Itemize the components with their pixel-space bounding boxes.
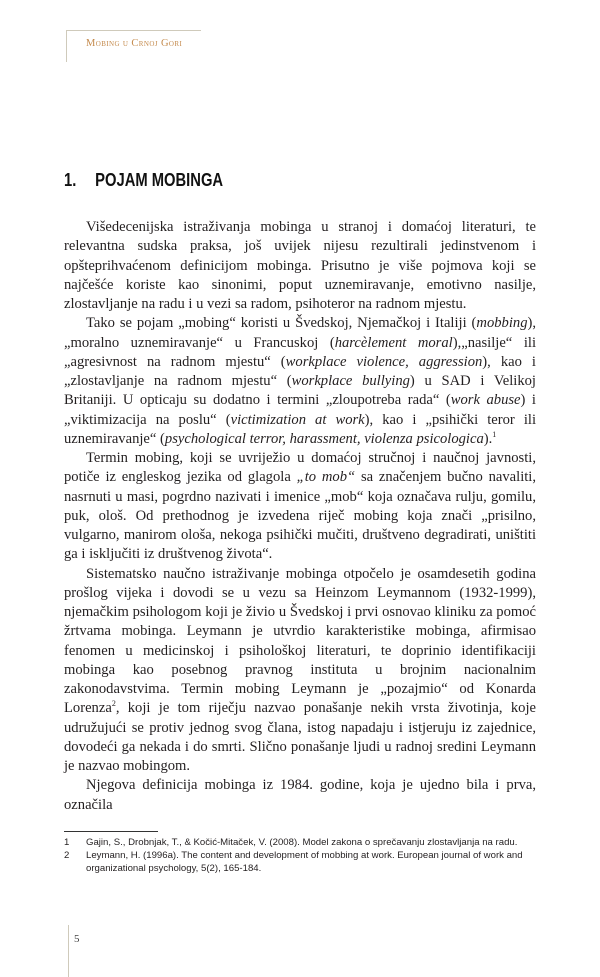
italic-term: workplace violence, aggression	[285, 353, 483, 370]
italic-term: psychological terror, harassment, violenza psicologica	[164, 430, 484, 447]
text: ), „moralno uznemiravanje“ u Francuskoj (	[64, 315, 536, 351]
italic-term: mobbing	[476, 315, 528, 332]
text: Termin mobing, koji se uvriježio u domaćoj stručnoj i naučnoj javnosti, potiče iz engleskog jezika od glagola	[64, 450, 536, 486]
section-heading	[64, 168, 451, 192]
section-number: 1.	[64, 170, 77, 190]
footnote-number: 2	[64, 849, 70, 861]
text: ).	[483, 430, 493, 447]
header-rule-vertical	[66, 30, 67, 62]
italic-term: victimization at work	[230, 411, 365, 428]
page-number: 5	[74, 932, 80, 945]
footer-rule	[68, 925, 536, 977]
italic-term: harcèlement moral	[334, 334, 453, 351]
footnote	[64, 849, 536, 875]
italic-term: work abuse	[450, 392, 521, 409]
body-text	[64, 218, 536, 815]
running-title: Mobing u Crnoj Gori	[86, 38, 183, 49]
paragraph-2	[64, 314, 536, 449]
text: ) i „viktimizacija na poslu“ (	[64, 392, 536, 428]
paragraph-5: Njegova definicija mobinga iz 1984. godine, koja je ujedno bila i prva, označila	[64, 777, 536, 813]
paragraph-1: Višedecenijska istraživanja mobinga u stranoj i domaćoj literaturi, te relevantna sudska praksa, još uvijek nijesu rezultirali jedinstvenom i opšteprihvaćenom definicijom mobinga. Prisutno je više pojmova koji se najčešće koriste kao sinonimi, poput uznemiravanje, emotivno nasilje, zlostavljanje na radu i u vezi sa radom, psihoteror na radnom mjestu.	[64, 219, 536, 312]
paragraph-4	[64, 565, 536, 777]
footer-area	[64, 815, 536, 977]
text: Sistematsko naučno istraživanje mobinga otpočelo je osamdesetih godina prošlog vijeka i dovodi se u vezu sa Heinzom Leymannom (1932-1999), njemačkim psihologom koji je živio u Švedskoj i prvi osnovao kliniku za pomoć žrtvama mobinga. Leymann je utvrdio karakteristike mobinga, afirmisao fenomen u medicinskoj i psihološkoj literaturi, te doprinio identifikaciji mobinga kao posebnog pravnog instituta u brojnim nacionalnim zakonodavstvima. Termin mobing Leymann je „pozajmio“ od Konarda Lorenza	[64, 565, 536, 717]
footnote-ref: 2	[111, 699, 116, 709]
text: Tako se pojam „mobing“ koristi u Švedskoj, Njemačkoj i Italiji (	[86, 315, 477, 332]
italic-term: workplace bullying	[291, 373, 410, 389]
text: ),„nasilje“ ili „agresivnost na radnom mjestu“ (	[64, 334, 536, 370]
paragraph-3	[64, 449, 536, 565]
text: ), kao i „psihički teror ili uznemiravanje“ (	[64, 411, 537, 447]
text: ), kao i „zlostavljanje na radnom mjestu“ (	[64, 353, 536, 389]
italic-term: „to mob“	[296, 469, 356, 486]
text: sa značenjem bučno navaliti, nasrnuti u masi, pogrdno nazivati i imenice „mob“ koja označava rulju, gomilu, puk, ološ. Od prethodnog je izvedena riječ mobing koja znači „prisilno, vulgarno, manirom ološa, nekoga psihički mučiti, društveno degradirati, uništiti ga i isključiti iz društvenog života“.	[64, 469, 537, 563]
footnote-text: Gajin, S., Drobnjak, T., & Kočić-Mitaček, V. (2008). Model zakona o sprečavanju zlostavljanja na radu.	[86, 836, 518, 848]
footnotes	[64, 836, 536, 875]
section-title: POJAM MOBINGA	[95, 170, 224, 190]
footnote	[64, 836, 536, 849]
text: ) u SAD i Velikoj Britaniji. U opticaju su dodatno i termini „zloupotreba rada“ (	[64, 373, 536, 409]
footnote-divider	[64, 831, 158, 832]
header-rule-horizontal	[66, 30, 201, 31]
footnote-number: 1	[64, 836, 70, 848]
footnote-text: Leymann, H. (1996a). The content and development of mobbing at work. European journal of work and organizational psychology, 5(2), 165-184.	[86, 849, 523, 874]
text: , koji je tom riječju nazvao ponašanje nekih vrsta životinja, koje udružujući se protiv jednog svog člana, istog napadaju i istjeruju iz zajednice, dovodeći ga nekada i do smrti. Slično ponašanje ljudi u radnoj sredini Leymann je nazvao mobingom.	[64, 700, 536, 774]
footnote-ref: 1	[492, 429, 497, 439]
